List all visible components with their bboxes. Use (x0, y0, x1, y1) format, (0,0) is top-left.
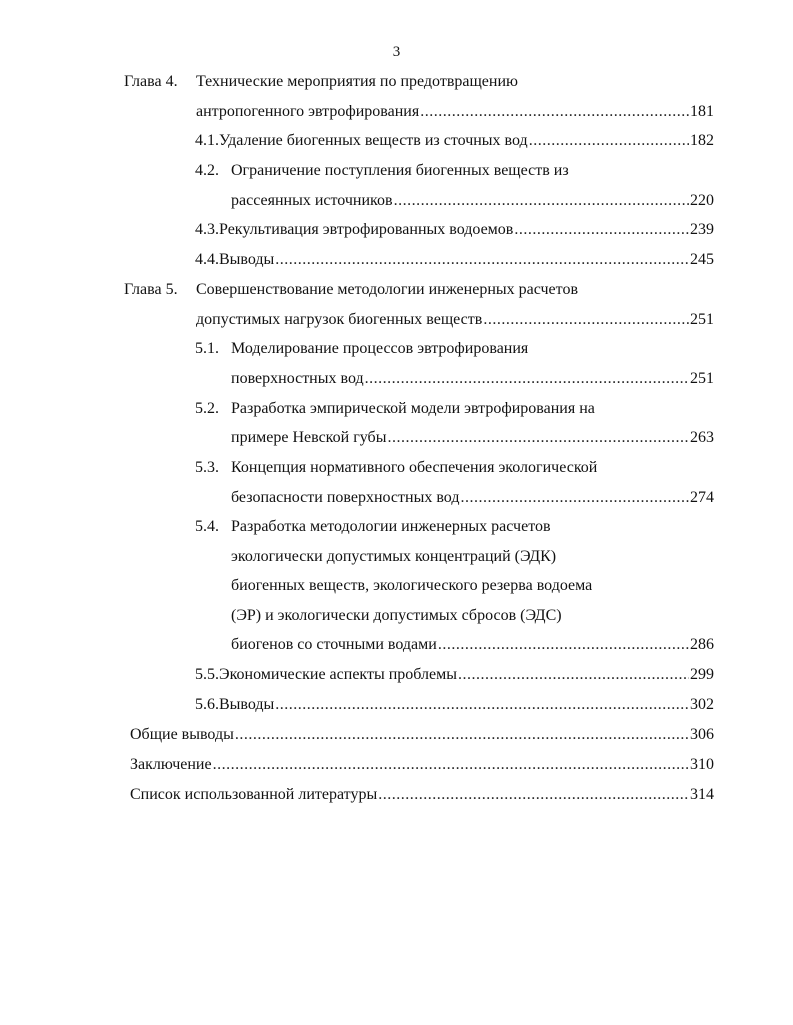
entry-page: 263 (690, 429, 714, 446)
entry-title: поверхностных вод (231, 370, 364, 387)
section-number: 4.2. (195, 162, 219, 179)
entry-page: 310 (690, 756, 714, 773)
toc-entry-4-1[interactable] (195, 130, 714, 152)
chapter-title: Технические мероприятия по предотвращению (196, 73, 518, 90)
toc-entry-5-1-heading (195, 338, 528, 360)
toc-entry-4-2-heading (195, 160, 569, 182)
entry-title: Рекультивация эвтрофированных водоемов (219, 221, 514, 238)
toc-entry-conclusion[interactable] (130, 754, 714, 776)
toc-chapter-4-heading (124, 71, 518, 93)
chapter-label: Глава 5. (124, 281, 178, 298)
chapter-title: Совершенствование методологии инженерных расчетов (196, 281, 578, 298)
dot-leader (378, 784, 689, 806)
section-number: 5.3. (195, 459, 219, 476)
entry-title: безопасности поверхностных вод (231, 489, 460, 506)
section-number: 5.6. (195, 696, 219, 713)
chapter-label: Глава 4. (124, 73, 178, 90)
entry-title: Выводы (219, 696, 275, 713)
entry-page: 302 (690, 696, 714, 713)
toc-entry-4-3[interactable] (195, 219, 714, 241)
entry-page: 306 (690, 726, 714, 743)
entry-title: Разработка эмпирической модели эвтрофирования на (231, 400, 595, 417)
entry-page: 274 (690, 489, 714, 506)
dot-leader (365, 368, 689, 390)
entry-title: биогенов со сточными водами (231, 636, 437, 653)
toc-entry-5-4-line4 (231, 605, 562, 627)
toc-entry-5-2[interactable] (231, 427, 714, 449)
section-number: 5.2. (195, 400, 219, 417)
toc-entry-chapter-4[interactable] (196, 101, 714, 123)
entry-title: экологически допустимых концентраций (ЭДК) (231, 548, 557, 565)
entry-title: Разработка методологии инженерных расчетов (231, 518, 551, 535)
toc-chapter-5-heading (124, 279, 578, 301)
entry-title: Экономические аспекты проблемы (219, 666, 457, 683)
page-number: 3 (392, 44, 401, 60)
dot-leader (483, 309, 689, 331)
entry-title: примере Невской губы (231, 429, 387, 446)
toc-entry-5-4[interactable] (231, 634, 714, 656)
entry-title: (ЭР) и экологически допустимых сбросов (ЭДС) (231, 607, 562, 624)
toc-entry-5-3-heading (195, 457, 597, 479)
dot-leader (275, 694, 689, 716)
entry-page: 182 (690, 132, 714, 149)
entry-page: 299 (690, 666, 714, 683)
toc-entry-5-2-heading (195, 398, 595, 420)
dot-leader (275, 249, 689, 271)
toc-entry-5-4-line3 (231, 575, 592, 597)
entry-title: Общие выводы (130, 726, 234, 743)
toc-entry-references[interactable] (130, 784, 714, 806)
toc-entry-5-4-heading (195, 516, 551, 538)
entry-page: 181 (690, 103, 714, 120)
entry-page: 251 (690, 370, 714, 387)
entry-title: Моделирование процессов эвтрофирования (231, 340, 529, 357)
section-number: 5.5. (195, 666, 219, 683)
dot-leader (514, 219, 689, 241)
toc-entry-general-conclusions[interactable] (130, 724, 714, 746)
entry-page: 314 (690, 786, 714, 803)
section-number: 4.3. (195, 221, 219, 238)
toc-entry-4-2[interactable] (231, 190, 714, 212)
dot-leader (529, 130, 689, 152)
entry-title: биогенных веществ, экологического резерва водоема (231, 577, 593, 594)
entry-page: 251 (690, 311, 714, 328)
section-number: 5.1. (195, 340, 219, 357)
entry-title: Заключение (130, 756, 212, 773)
dot-leader (213, 754, 689, 776)
entry-title: антропогенного эвтрофирования (196, 103, 420, 120)
toc-entry-5-5[interactable] (195, 664, 714, 686)
toc-entry-5-6[interactable] (195, 694, 714, 716)
entry-title: рассеянных источников (231, 192, 393, 209)
dot-leader (460, 487, 689, 509)
toc-entry-5-4-line2 (231, 546, 556, 568)
entry-page: 286 (690, 636, 714, 653)
entry-title: Удаление биогенных веществ из сточных вод (219, 132, 528, 149)
toc-entry-4-4[interactable] (195, 249, 714, 271)
section-number: 4.4. (195, 251, 219, 268)
toc-entry-5-1[interactable] (231, 368, 714, 390)
section-number: 5.4. (195, 518, 219, 535)
dot-leader (387, 427, 689, 449)
dot-leader (235, 724, 689, 746)
dot-leader (394, 190, 689, 212)
entry-page: 245 (690, 251, 714, 268)
dot-leader (438, 634, 689, 656)
toc-entry-5-3[interactable] (231, 487, 714, 509)
entry-title: Выводы (219, 251, 275, 268)
toc-entry-chapter-5[interactable] (196, 309, 714, 331)
entry-title: допустимых нагрузок биогенных веществ (196, 311, 483, 328)
entry-title: Ограничение поступления биогенных веществ из (231, 162, 569, 179)
dot-leader (458, 664, 689, 686)
section-number: 4.1. (195, 132, 219, 149)
dot-leader (420, 101, 689, 123)
entry-title: Концепция нормативного обеспечения экологической (231, 459, 598, 476)
entry-page: 239 (690, 221, 714, 238)
entry-page: 220 (690, 192, 714, 209)
entry-title: Список использованной литературы (130, 786, 378, 803)
